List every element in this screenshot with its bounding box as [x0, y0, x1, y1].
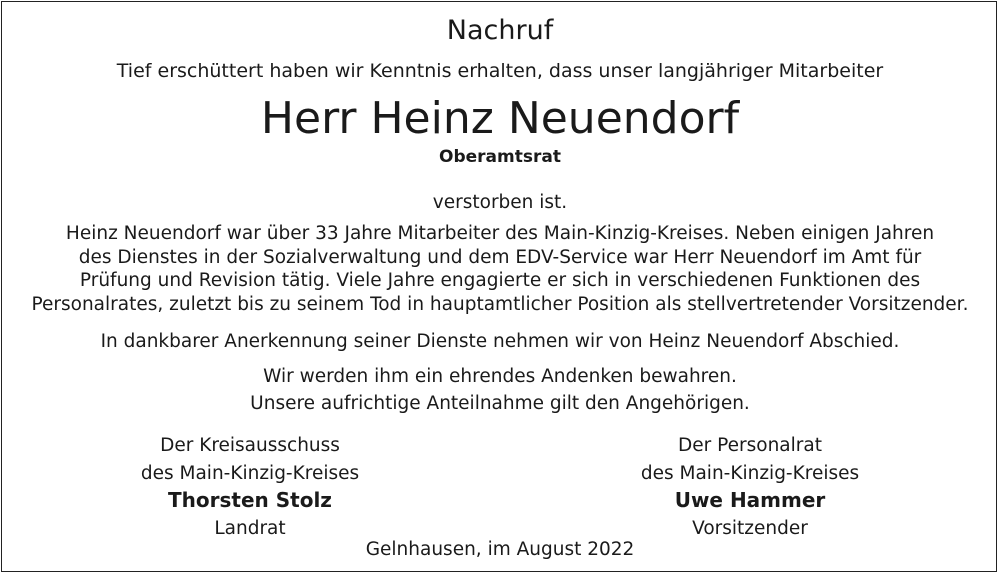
- signatory-org-region: des Main-Kinzig-Kreises: [640, 462, 860, 484]
- paragraph-line: Heinz Neuendorf war über 33 Jahre Mitarbeiter des Main-Kinzig-Kreises. Neben einigen Jahren: [65, 223, 935, 244]
- thanks-line: In dankbarer Anerkennung seiner Dienste nehmen wir von Heinz Neuendorf Abschied.: [100, 331, 900, 352]
- signatory-role: Vorsitzender: [692, 517, 808, 539]
- signatory-person: Uwe Hammer: [674, 488, 826, 512]
- biography-paragraph: [0, 222, 1000, 316]
- place-date: Gelnhausen, im August 2022: [365, 539, 635, 560]
- signatory-org: Der Personalrat: [678, 435, 822, 456]
- paragraph-line: des Dienstes in der Sozialverwaltung und dem EDV-Service war Herr Neuendorf im Amt für: [78, 246, 922, 268]
- intro-line: Tief erschüttert haben wir Kenntnis erhalten, dass unser langjähriger Mitarbeiter: [116, 60, 884, 82]
- paragraph-line: Prüfung und Revision tätig. Viele Jahre engagierte er sich in verschiedenen Funktionen des: [79, 270, 921, 291]
- signatory-personalrat: [540, 432, 960, 542]
- memory-line: Wir werden ihm ein ehrendes Andenken bewahren.: [263, 366, 737, 387]
- closing-lines: [0, 363, 1000, 417]
- signatory-role: Landrat: [214, 517, 286, 539]
- deceased-name: Herr Heinz Neuendorf: [260, 93, 740, 144]
- condolence-line: Unsere aufrichtige Anteilnahme gilt den Angehörigen.: [250, 393, 750, 414]
- paragraph-line: Personalrates, zuletzt bis zu seinem Tod in hauptamtlicher Position als stellvertretender Vorsitzender.: [31, 293, 969, 315]
- signatory-org: Der Kreisausschuss: [160, 435, 340, 456]
- died-line: verstorben ist.: [432, 192, 568, 213]
- signatory-person: Thorsten Stolz: [168, 488, 332, 512]
- notice-heading: Nachruf: [446, 15, 554, 46]
- signatory-org-region: des Main-Kinzig-Kreises: [140, 462, 360, 484]
- signatory-kreisausschuss: [40, 432, 460, 542]
- deceased-title: Oberamtsrat: [439, 147, 561, 167]
